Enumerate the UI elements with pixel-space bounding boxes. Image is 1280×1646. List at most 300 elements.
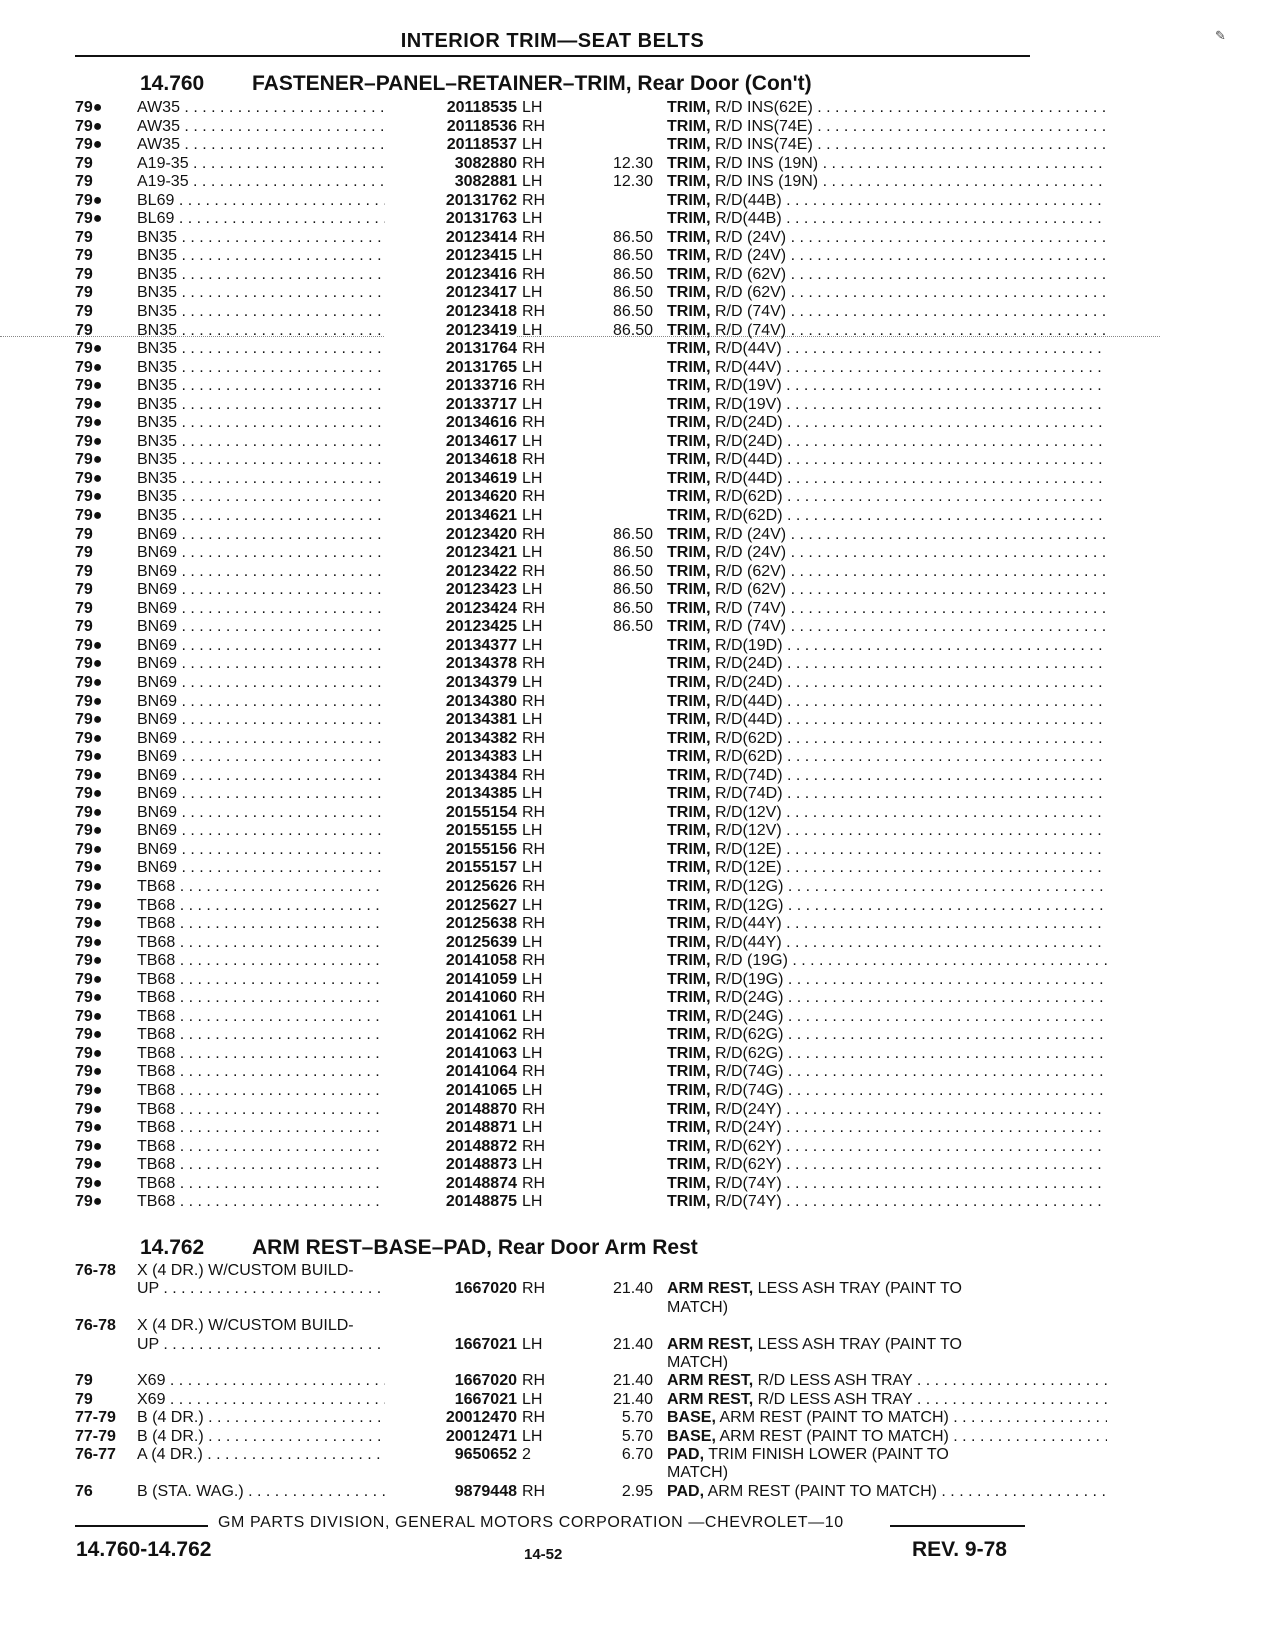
page-header: INTERIOR TRIM—SEAT BELTS xyxy=(75,30,1030,57)
model-year: 79● xyxy=(75,1063,103,1081)
body-model: BN35 . . . xyxy=(137,303,507,322)
body-model: B (4 DR.) . . . xyxy=(137,1409,507,1427)
model-year: 79● xyxy=(75,469,103,487)
part-number: 20155154 xyxy=(385,804,517,823)
description xyxy=(667,637,1107,656)
description-keyword: TRIM, xyxy=(667,822,711,840)
description-keyword: TRIM, xyxy=(667,395,711,413)
table-row xyxy=(75,1101,1035,1120)
side-or-qty: RH xyxy=(522,915,546,933)
model-year: 79● xyxy=(75,915,103,933)
description-text: LESS ASH TRAY (PAINT TO xyxy=(753,1280,962,1298)
side-or-qty: RH xyxy=(522,191,546,209)
model-year: 79 xyxy=(75,618,93,636)
table-row xyxy=(75,878,1035,897)
model-year: 79 xyxy=(75,581,93,599)
side-or-qty: RH xyxy=(522,377,546,395)
part-number: 20134617 xyxy=(385,433,517,452)
description-keyword: TRIM, xyxy=(667,191,711,209)
footer-rule xyxy=(75,1525,208,1527)
model-year: 79 xyxy=(75,321,93,339)
price: 21.40 xyxy=(612,1335,653,1353)
description-keyword: TRIM, xyxy=(667,859,711,877)
table-row xyxy=(75,470,1035,489)
model-year: 79● xyxy=(75,1081,103,1099)
body-model: UP . . . xyxy=(137,1280,507,1298)
part-number: 20134377 xyxy=(385,637,517,656)
body-model: TB68 . . . xyxy=(137,1008,507,1027)
description xyxy=(667,229,1107,248)
part-number: 20134379 xyxy=(385,674,517,693)
side-or-qty: RH xyxy=(522,525,546,543)
description-keyword: TRIM, xyxy=(667,655,711,673)
description xyxy=(667,284,1107,303)
side-or-qty: 2 xyxy=(522,1445,531,1463)
description xyxy=(667,359,1107,378)
model-year: 79● xyxy=(75,729,103,747)
part-number: 20123424 xyxy=(385,600,517,619)
description xyxy=(667,1175,1107,1194)
part-number: 20134382 xyxy=(385,730,517,749)
description-text: R/D (62V) . . . xyxy=(711,284,1107,301)
price: 5.70 xyxy=(621,1409,653,1427)
description xyxy=(667,1101,1107,1120)
section-title xyxy=(140,72,812,96)
side-or-qty: RH xyxy=(522,562,546,580)
description-text: R/D(44D) . . . xyxy=(711,470,1107,487)
description-keyword: TRIM, xyxy=(667,488,711,506)
table-row xyxy=(75,767,1035,786)
side-or-qty: LH xyxy=(522,544,543,562)
description xyxy=(667,1138,1107,1157)
model-year: 77-79 xyxy=(75,1427,116,1445)
footer-section-range: 14.760-14.762 xyxy=(76,1538,212,1561)
model-year: 79● xyxy=(75,414,103,432)
description xyxy=(667,1299,1107,1317)
section-number: 14.762 xyxy=(140,1236,205,1259)
model-year: 76-77 xyxy=(75,1445,116,1463)
description-text: R/D(62Y) . . . xyxy=(711,1138,1107,1155)
description xyxy=(667,118,1107,137)
part-number: 20133717 xyxy=(385,396,517,415)
table-row xyxy=(75,340,1035,359)
table-row xyxy=(75,451,1035,470)
description xyxy=(667,1063,1107,1082)
part-number: 20155157 xyxy=(385,859,517,878)
body-model: TB68 . . . xyxy=(137,1045,507,1064)
part-number: 20131765 xyxy=(385,359,517,378)
part-number: 20148873 xyxy=(385,1156,517,1175)
part-number: 20141061 xyxy=(385,1008,517,1027)
description-text: R/D(19V) . . . xyxy=(711,377,1107,394)
part-number: 20141065 xyxy=(385,1082,517,1101)
description-text: R/D(19D) . . . xyxy=(711,637,1107,654)
part-number: 20123419 xyxy=(385,322,517,341)
description-text: R/D(44V) . . . xyxy=(711,359,1107,376)
model-year: 79● xyxy=(75,1044,103,1062)
table-row xyxy=(75,99,1035,118)
table-row xyxy=(75,1063,1035,1082)
body-model: B (STA. WAG.) . . . xyxy=(137,1483,507,1501)
page-number: 14-52 xyxy=(524,1546,563,1563)
part-number: 20134618 xyxy=(385,451,517,470)
description-text: R/D(24G) . . . xyxy=(711,989,1107,1006)
side-or-qty: RH xyxy=(522,1174,546,1192)
side-or-qty: RH xyxy=(522,877,546,895)
side-or-qty: RH xyxy=(522,265,546,283)
description xyxy=(667,767,1107,786)
part-number: 20134380 xyxy=(385,693,517,712)
model-year: 79● xyxy=(75,952,103,970)
description-keyword: TRIM, xyxy=(667,729,711,747)
body-model: BN35 . . . xyxy=(137,229,507,248)
part-number: 1667020 xyxy=(385,1280,517,1298)
description xyxy=(667,507,1107,526)
description xyxy=(667,859,1107,878)
model-year: 76-78 xyxy=(75,1317,116,1335)
body-model: BN35 . . . xyxy=(137,266,507,285)
side-or-qty: RH xyxy=(522,766,546,784)
model-year: 79● xyxy=(75,655,103,673)
model-year: 79● xyxy=(75,766,103,784)
table-row xyxy=(75,118,1035,137)
table-row xyxy=(75,711,1035,730)
body-model: BN35 . . . xyxy=(137,322,507,341)
model-year: 79● xyxy=(75,840,103,858)
description-text: R/D INS (19N) . . . xyxy=(711,155,1107,172)
price: 86.50 xyxy=(612,247,653,265)
body-model: TB68 . . . xyxy=(137,1082,507,1101)
table-row xyxy=(75,915,1035,934)
description-keyword: TRIM, xyxy=(667,599,711,617)
description-text: MATCH) xyxy=(667,1298,729,1316)
table-row xyxy=(75,1428,1035,1446)
description-text: R/D (74V) . . . xyxy=(711,322,1107,339)
body-model: TB68 . . . xyxy=(137,971,507,990)
description-text: R/D(62Y) . . . xyxy=(711,1156,1107,1173)
description-text: MATCH) xyxy=(667,1464,729,1482)
part-number: 20134381 xyxy=(385,711,517,730)
description-text: R/D (62V) . . . xyxy=(711,581,1107,598)
part-number: 20148874 xyxy=(385,1175,517,1194)
side-or-qty: LH xyxy=(522,1390,543,1408)
body-model: TB68 . . . xyxy=(137,1063,507,1082)
part-number: 20131763 xyxy=(385,210,517,229)
model-year: 79● xyxy=(75,933,103,951)
price: 12.30 xyxy=(612,154,653,172)
model-year: 79● xyxy=(75,99,103,116)
body-model: BN69 . . . xyxy=(137,859,507,878)
body-model: BN35 . . . xyxy=(137,377,507,396)
description-text: R/D (74V) . . . xyxy=(711,600,1107,617)
body-model: TB68 . . . xyxy=(137,1175,507,1194)
body-model: UP . . . xyxy=(137,1336,507,1354)
description-keyword: TRIM, xyxy=(667,748,711,766)
table-row xyxy=(75,1262,1035,1280)
part-number: 20125638 xyxy=(385,915,517,934)
body-model: A19-35 . . . xyxy=(137,173,507,192)
description-keyword: TRIM, xyxy=(667,247,711,265)
description xyxy=(667,1008,1107,1027)
side-or-qty: RH xyxy=(522,414,546,432)
model-year: 79● xyxy=(75,822,103,840)
table-row xyxy=(75,1372,1035,1390)
table-row xyxy=(75,804,1035,823)
description xyxy=(667,377,1107,396)
model-year: 79● xyxy=(75,395,103,413)
description-keyword: TRIM, xyxy=(667,581,711,599)
body-model: TB68 . . . xyxy=(137,1193,507,1212)
description-keyword: TRIM, xyxy=(667,785,711,803)
side-or-qty: LH xyxy=(522,173,543,191)
section-number: 14.760 xyxy=(140,72,205,95)
table-row xyxy=(75,897,1035,916)
description-text: R/D(74Y) . . . xyxy=(711,1175,1107,1192)
description-text: R/D(24D) . . . xyxy=(711,414,1107,431)
description xyxy=(667,1193,1107,1212)
side-or-qty: RH xyxy=(522,1409,546,1427)
table-row xyxy=(75,693,1035,712)
side-or-qty: LH xyxy=(522,896,543,914)
model-year: 79● xyxy=(75,859,103,877)
description-keyword: ARM REST, xyxy=(667,1390,754,1408)
table-row xyxy=(75,396,1035,415)
side-or-qty: RH xyxy=(522,655,546,673)
body-model: BN35 . . . xyxy=(137,247,507,266)
part-number: 20134378 xyxy=(385,655,517,674)
side-or-qty: LH xyxy=(522,210,543,228)
description-text: R/D(12V) . . . xyxy=(711,804,1107,821)
side-or-qty: RH xyxy=(522,117,546,135)
table-row xyxy=(75,822,1035,841)
part-number: 20118537 xyxy=(385,136,517,155)
side-or-qty: LH xyxy=(522,284,543,302)
part-number: 20134616 xyxy=(385,414,517,433)
description-text: R/D(74Y) . . . xyxy=(711,1193,1107,1210)
description-text: R/D(74D) . . . xyxy=(711,785,1107,802)
table-row xyxy=(75,1446,1035,1464)
side-or-qty: LH xyxy=(522,395,543,413)
description-text: R/D(24G) . . . xyxy=(711,1008,1107,1025)
part-number: 20125639 xyxy=(385,934,517,953)
section-name: ARM REST–BASE–PAD, Rear Door Arm Rest xyxy=(252,1236,698,1259)
description-text: R/D(12G) . . . xyxy=(711,897,1107,914)
side-or-qty: LH xyxy=(522,636,543,654)
description-text: R/D(44V) . . . xyxy=(711,340,1107,357)
description-keyword: TRIM, xyxy=(667,228,711,246)
model-year: 79● xyxy=(75,748,103,766)
side-or-qty: RH xyxy=(522,692,546,710)
description-text: R/D(44Y) . . . xyxy=(711,934,1107,951)
side-or-qty: RH xyxy=(522,599,546,617)
body-model: BN35 . . . xyxy=(137,433,507,452)
description-keyword: TRIM, xyxy=(667,173,711,191)
description-keyword: BASE, xyxy=(667,1409,716,1427)
model-year: 79● xyxy=(75,970,103,988)
description-text: R/D(19G) . . . xyxy=(711,971,1107,988)
description xyxy=(667,488,1107,507)
description xyxy=(667,674,1107,693)
description-keyword: TRIM, xyxy=(667,1174,711,1192)
side-or-qty: LH xyxy=(522,673,543,691)
table-row xyxy=(75,507,1035,526)
part-number: 20134619 xyxy=(385,470,517,489)
table-row xyxy=(75,971,1035,990)
description-keyword: TRIM, xyxy=(667,1007,711,1025)
model-year: 79● xyxy=(75,1174,103,1192)
description xyxy=(667,711,1107,730)
model-year: 79● xyxy=(75,1007,103,1025)
side-or-qty: LH xyxy=(522,748,543,766)
body-model: TB68 . . . xyxy=(137,1119,507,1138)
description xyxy=(667,1464,1107,1482)
description xyxy=(667,934,1107,953)
model-year: 79 xyxy=(75,562,93,580)
description-text: R/D(12G) . . . xyxy=(711,878,1107,895)
description-keyword: BASE, xyxy=(667,1427,716,1445)
body-model: X69 . . . xyxy=(137,1372,507,1390)
description xyxy=(667,1156,1107,1175)
part-number: 20134385 xyxy=(385,785,517,804)
table-row xyxy=(75,1464,1035,1482)
description-keyword: TRIM, xyxy=(667,970,711,988)
description xyxy=(667,544,1107,563)
description-keyword: TRIM, xyxy=(667,692,711,710)
description xyxy=(667,748,1107,767)
model-year: 79 xyxy=(75,247,93,265)
side-or-qty: RH xyxy=(522,228,546,246)
side-or-qty: RH xyxy=(522,303,546,321)
description xyxy=(667,1045,1107,1064)
side-or-qty: LH xyxy=(522,1081,543,1099)
price: 86.50 xyxy=(612,228,653,246)
table-row xyxy=(75,989,1035,1008)
description xyxy=(667,1119,1107,1138)
description-keyword: TRIM, xyxy=(667,265,711,283)
table-row xyxy=(75,359,1035,378)
description-text: R/D(24Y) . . . xyxy=(711,1101,1107,1118)
description-text: ARM REST (PAINT TO MATCH) . . . xyxy=(716,1428,1107,1445)
price: 86.50 xyxy=(612,618,653,636)
description xyxy=(667,1391,1107,1409)
description xyxy=(667,804,1107,823)
model-year: 79● xyxy=(75,432,103,450)
table-row xyxy=(75,322,1035,341)
table-row xyxy=(75,1483,1035,1501)
body-model: TB68 . . . xyxy=(137,878,507,897)
part-number: 1667020 xyxy=(385,1372,517,1390)
model-year: 79 xyxy=(75,284,93,302)
model-year: 79 xyxy=(75,154,93,172)
description-keyword: TRIM, xyxy=(667,321,711,339)
body-model: BN35 . . . xyxy=(137,414,507,433)
description xyxy=(667,1428,1107,1446)
side-or-qty: LH xyxy=(522,432,543,450)
model-year: 79● xyxy=(75,358,103,376)
description xyxy=(667,340,1107,359)
description-text: R/D INS(74E) . . . xyxy=(711,136,1107,153)
part-number: 20123422 xyxy=(385,563,517,582)
part-number: 20141058 xyxy=(385,952,517,971)
price: 86.50 xyxy=(612,562,653,580)
side-or-qty: LH xyxy=(522,469,543,487)
description-keyword: PAD, xyxy=(667,1482,705,1500)
body-model: BN69 . . . xyxy=(137,841,507,860)
description-keyword: TRIM, xyxy=(667,154,711,172)
side-or-qty: LH xyxy=(522,1335,543,1353)
side-or-qty: RH xyxy=(522,1137,546,1155)
part-number: 20125626 xyxy=(385,878,517,897)
revision-date: REV. 9-78 xyxy=(912,1538,1007,1561)
table-row xyxy=(75,841,1035,860)
table-row xyxy=(75,303,1035,322)
description xyxy=(667,1280,1107,1298)
body-model: BN69 . . . xyxy=(137,822,507,841)
price: 86.50 xyxy=(612,265,653,283)
side-or-qty: LH xyxy=(522,711,543,729)
description-text: R/D(62D) . . . xyxy=(711,488,1107,505)
description xyxy=(667,563,1107,582)
table-row xyxy=(75,1299,1035,1317)
description xyxy=(667,1026,1107,1045)
side-or-qty: LH xyxy=(522,1044,543,1062)
body-model: TB68 . . . xyxy=(137,1156,507,1175)
body-model: TB68 . . . xyxy=(137,1026,507,1045)
table-row xyxy=(75,674,1035,693)
part-number: 20141062 xyxy=(385,1026,517,1045)
description-keyword: TRIM, xyxy=(667,358,711,376)
side-or-qty: LH xyxy=(522,933,543,951)
description-text: R/D (24V) . . . xyxy=(711,544,1107,561)
table-row xyxy=(75,488,1035,507)
part-number: 20123415 xyxy=(385,247,517,266)
description xyxy=(667,693,1107,712)
body-model: X (4 DR.) W/CUSTOM BUILD- xyxy=(137,1262,354,1279)
table-row xyxy=(75,1175,1035,1194)
model-year: 79● xyxy=(75,1026,103,1044)
side-or-qty: RH xyxy=(522,340,546,358)
description-keyword: TRIM, xyxy=(667,432,711,450)
part-number: 20123423 xyxy=(385,581,517,600)
description-text: R/D(62D) . . . xyxy=(711,507,1107,524)
table-row xyxy=(75,173,1035,192)
description-text: R/D (24V) . . . xyxy=(711,247,1107,264)
model-year: 79● xyxy=(75,896,103,914)
price: 6.70 xyxy=(621,1445,653,1463)
side-or-qty: RH xyxy=(522,1482,546,1500)
description-text: R/D (62V) . . . xyxy=(711,266,1107,283)
price: 21.40 xyxy=(612,1280,653,1298)
description-text: R/D INS(62E) . . . xyxy=(711,99,1107,116)
model-year: 79 xyxy=(75,525,93,543)
body-model: TB68 . . . xyxy=(137,989,507,1008)
body-model: AW35 . . . xyxy=(137,118,507,137)
body-model: BL69 . . . xyxy=(137,192,507,211)
description-text: R/D (24V) . . . xyxy=(711,229,1107,246)
side-or-qty: LH xyxy=(522,1007,543,1025)
description xyxy=(667,952,1107,971)
description-text: R/D(24D) . . . xyxy=(711,655,1107,672)
description-keyword: TRIM, xyxy=(667,636,711,654)
price: 5.70 xyxy=(621,1427,653,1445)
side-or-qty: RH xyxy=(522,1100,546,1118)
description-keyword: TRIM, xyxy=(667,933,711,951)
table-row xyxy=(75,1317,1035,1335)
description-keyword: TRIM, xyxy=(667,562,711,580)
description xyxy=(667,192,1107,211)
description-text: R/D (74V) . . . xyxy=(711,303,1107,320)
table-row xyxy=(75,748,1035,767)
